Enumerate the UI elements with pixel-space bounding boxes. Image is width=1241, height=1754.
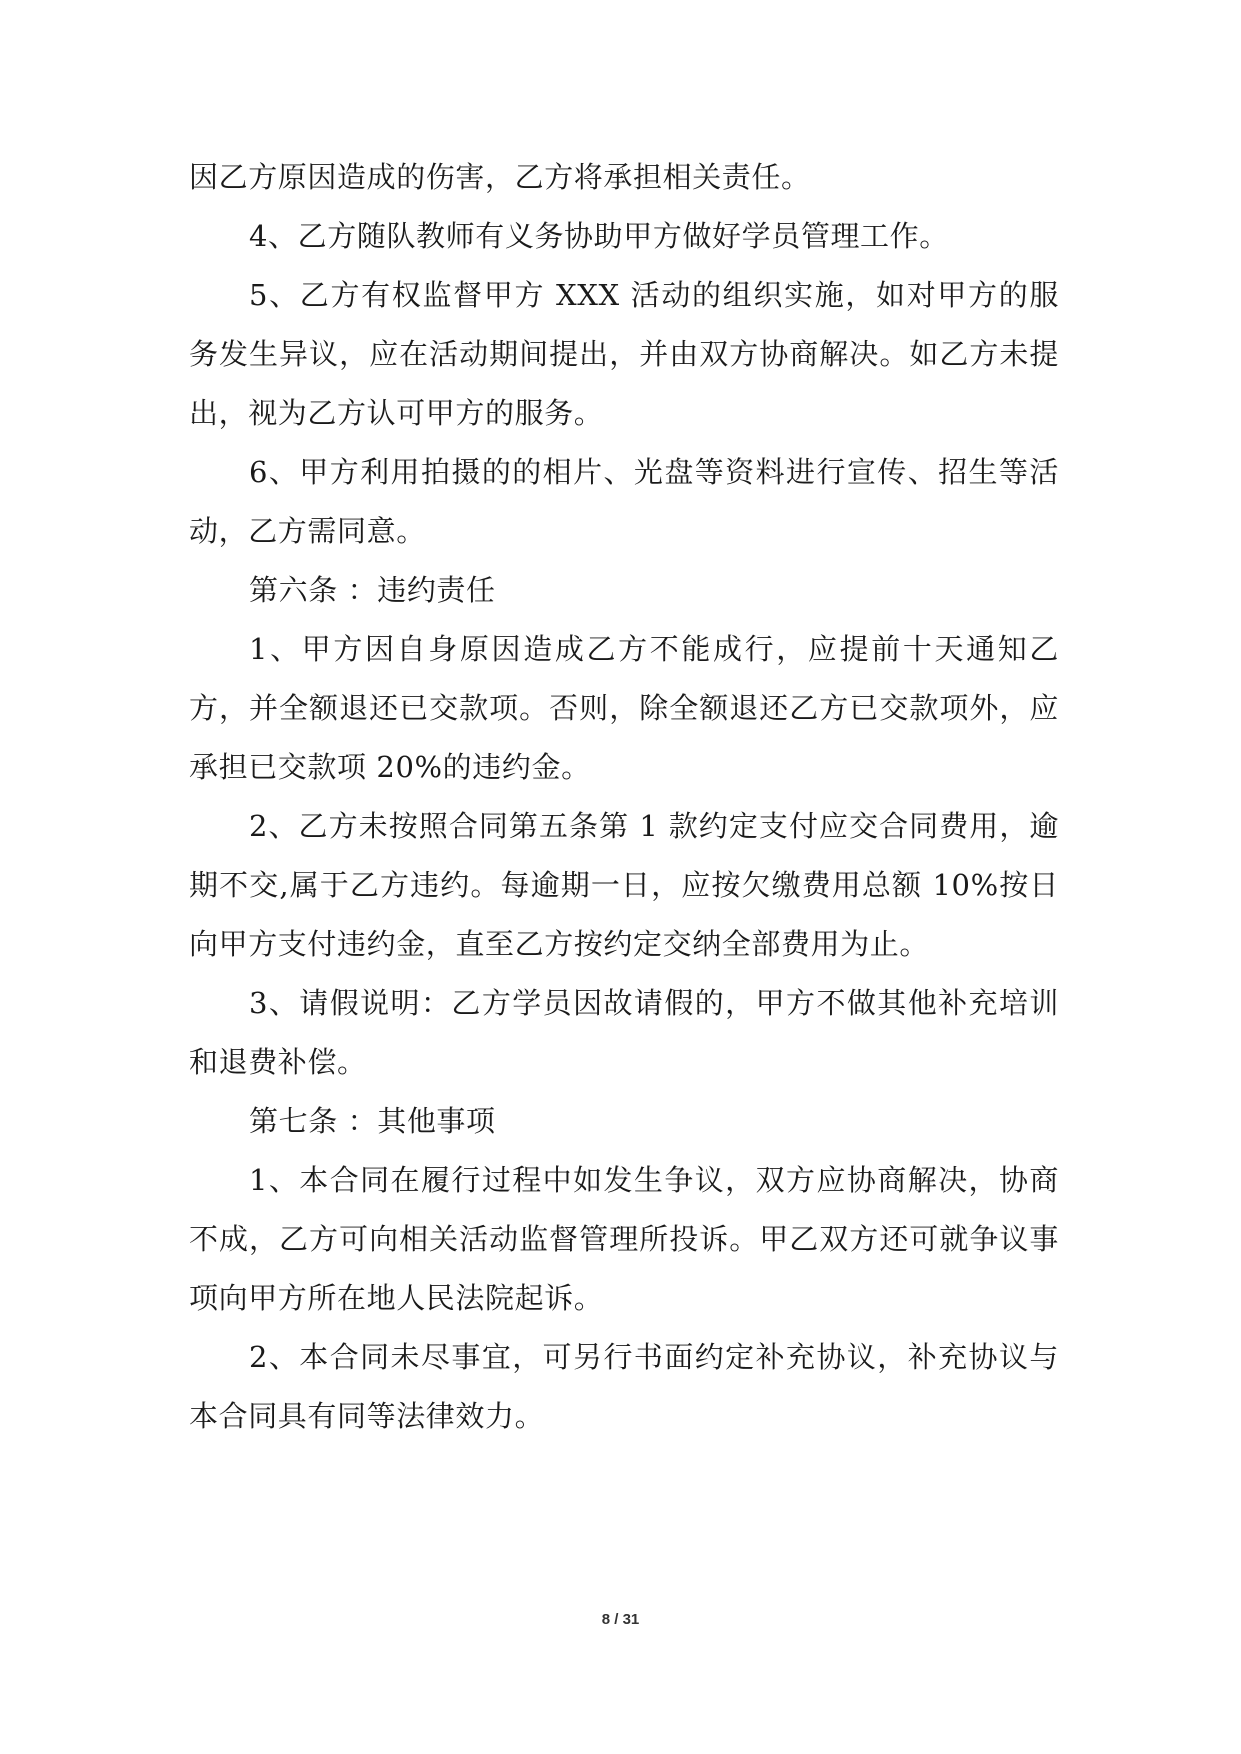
paragraph-continuation: 因乙方原因造成的伤害，乙方将承担相关责任。 <box>189 160 811 194</box>
paragraph-item-4: 4、乙方随队教师有义务协助甲方做好学员管理工作。 <box>249 219 949 253</box>
section-heading-article-7: 第七条 ：其他事项 <box>249 1104 496 1138</box>
document-body <box>189 148 1059 1446</box>
paragraph-article-6-item-2: 2、乙方未按照合同第五条第 1 款约定支付应交合同费用，逾期不交,属于乙方违约。每逾期一日，应按欠缴费用总额 10%按日向甲方支付违约金，直至乙方按约定交纳全部费用为止。 <box>189 809 1059 961</box>
page-number-footer: 8 / 31 <box>601 1611 640 1628</box>
paragraph-item-5: 5、乙方有权监督甲方 XXX 活动的组织实施，如对甲方的服务发生异议，应在活动期间提出，并由双方协商解决。如乙方未提出，视为乙方认可甲方的服务。 <box>189 278 1059 430</box>
paragraph-article-6-item-1: 1、甲方因自身原因造成乙方不能成行，应提前十天通知乙方，并全额退还已交款项。否则，除全额退还乙方已交款项外，应承担已交款项 20%的违约金。 <box>189 632 1059 784</box>
paragraph-article-7-item-2: 2、本合同未尽事宜，可另行书面约定补充协议，补充协议与本合同具有同等法律效力。 <box>189 1340 1059 1433</box>
section-heading-article-6: 第六条 ：违约责任 <box>249 573 496 607</box>
paragraph-article-6-item-3: 3、请假说明：乙方学员因故请假的，甲方不做其他补充培训和退费补偿。 <box>189 986 1059 1079</box>
paragraph-article-7-item-1: 1、本合同在履行过程中如发生争议，双方应协商解决，协商不成，乙方可向相关活动监督管理所投诉。甲乙双方还可就争议事项向甲方所在地人民法院起诉。 <box>189 1163 1059 1315</box>
paragraph-item-6: 6、甲方利用拍摄的的相片、光盘等资料进行宣传、招生等活动，乙方需同意。 <box>189 455 1059 548</box>
